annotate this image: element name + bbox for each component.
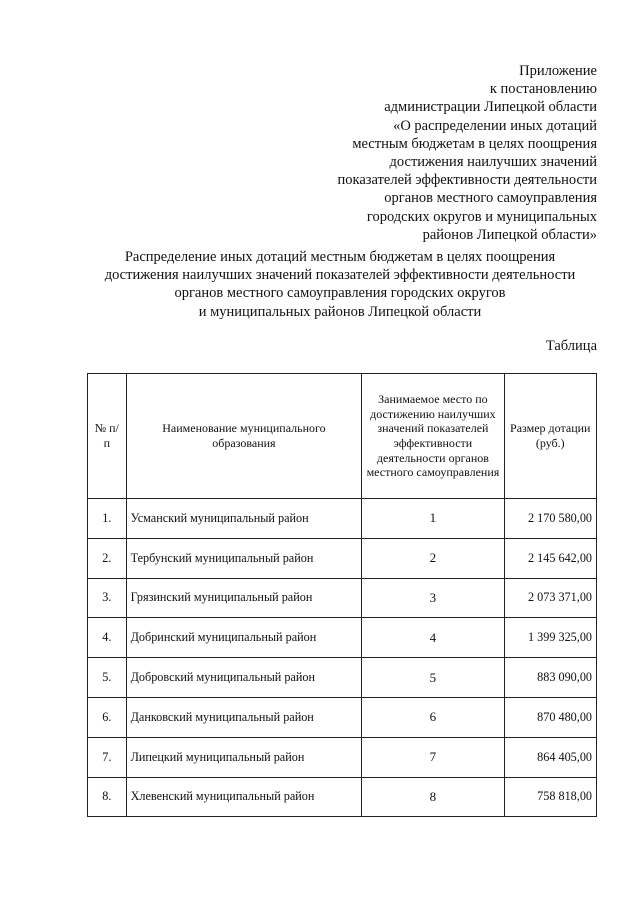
title-line: Распределение иных дотаций местным бюджетам в целях поощрения xyxy=(124,249,556,265)
row-name: Тербунский муниципальный район xyxy=(126,538,362,578)
row-name: Данковский муниципальный район xyxy=(126,697,362,737)
appendix-line: «О распределении иных дотаций xyxy=(393,117,597,134)
row-rank: 3 xyxy=(362,578,504,618)
table-row xyxy=(88,737,597,777)
appendix-line: местным бюджетам в целях поощрения xyxy=(352,135,597,152)
row-amount: 2 145 642,00 xyxy=(504,538,596,578)
table-row xyxy=(88,538,597,578)
header-name: Наименование муниципального образования xyxy=(126,374,362,499)
row-amount: 883 090,00 xyxy=(504,658,596,698)
row-rank: 1 xyxy=(362,499,504,539)
row-name: Липецкий муниципальный район xyxy=(126,737,362,777)
row-num: 7. xyxy=(88,737,127,777)
appendix-line: органов местного самоуправления xyxy=(384,190,597,207)
row-amount: 864 405,00 xyxy=(504,737,596,777)
table-header-row xyxy=(88,374,597,499)
row-amount: 758 818,00 xyxy=(504,777,596,817)
appendix-line: к постановлению xyxy=(489,81,597,98)
row-name: Добринский муниципальный район xyxy=(126,618,362,658)
row-name: Усманский муниципальный район xyxy=(126,499,362,539)
table-row xyxy=(88,658,597,698)
row-num: 4. xyxy=(88,618,127,658)
row-num: 6. xyxy=(88,697,127,737)
document-title xyxy=(40,248,640,321)
header-amount: Размер дотации (руб.) xyxy=(504,374,596,499)
appendix-block xyxy=(338,62,598,244)
header-num: № п/п xyxy=(88,374,127,499)
row-name: Грязинский муниципальный район xyxy=(126,578,362,618)
row-rank: 5 xyxy=(362,658,504,698)
title-line: достижения наилучших значений показателей эффективности деятельности xyxy=(104,267,576,284)
title-line: и муниципальных районов Липецкой области xyxy=(198,303,482,320)
row-amount: 2 170 580,00 xyxy=(504,499,596,539)
table-row xyxy=(88,578,597,618)
table-row xyxy=(88,697,597,737)
row-amount: 2 073 371,00 xyxy=(504,578,596,618)
row-num: 3. xyxy=(88,578,127,618)
appendix-line: городских округов и муниципальных xyxy=(366,208,597,225)
row-name: Добровский муниципальный район xyxy=(126,658,362,698)
table-row xyxy=(88,777,597,817)
row-rank: 7 xyxy=(362,737,504,777)
appendix-line: достижения наилучших значений xyxy=(389,154,597,171)
row-num: 1. xyxy=(88,499,127,539)
appendix-line: показателей эффективности деятельности xyxy=(337,172,597,189)
row-name: Хлевенский муниципальный район xyxy=(126,777,362,817)
table-row xyxy=(88,499,597,539)
row-num: 8. xyxy=(88,777,127,817)
table-row xyxy=(88,618,597,658)
appendix-line: Приложение xyxy=(519,63,597,79)
appendix-line: районов Липецкой области» xyxy=(422,226,597,243)
row-rank: 4 xyxy=(362,618,504,658)
title-line: органов местного самоуправления городских округов xyxy=(174,285,506,302)
row-rank: 8 xyxy=(362,777,504,817)
row-amount: 870 480,00 xyxy=(504,697,596,737)
header-rank: Занимаемое место по достижению наилучших значений показателей эффективности деятельности органов местного самоуправления xyxy=(362,374,504,499)
row-rank: 6 xyxy=(362,697,504,737)
row-amount: 1 399 325,00 xyxy=(504,618,596,658)
row-num: 5. xyxy=(88,658,127,698)
row-num: 2. xyxy=(88,538,127,578)
row-rank: 2 xyxy=(362,538,504,578)
table-label: Таблица xyxy=(545,338,597,354)
subsidy-table xyxy=(87,373,597,817)
appendix-line: администрации Липецкой области xyxy=(384,99,597,116)
